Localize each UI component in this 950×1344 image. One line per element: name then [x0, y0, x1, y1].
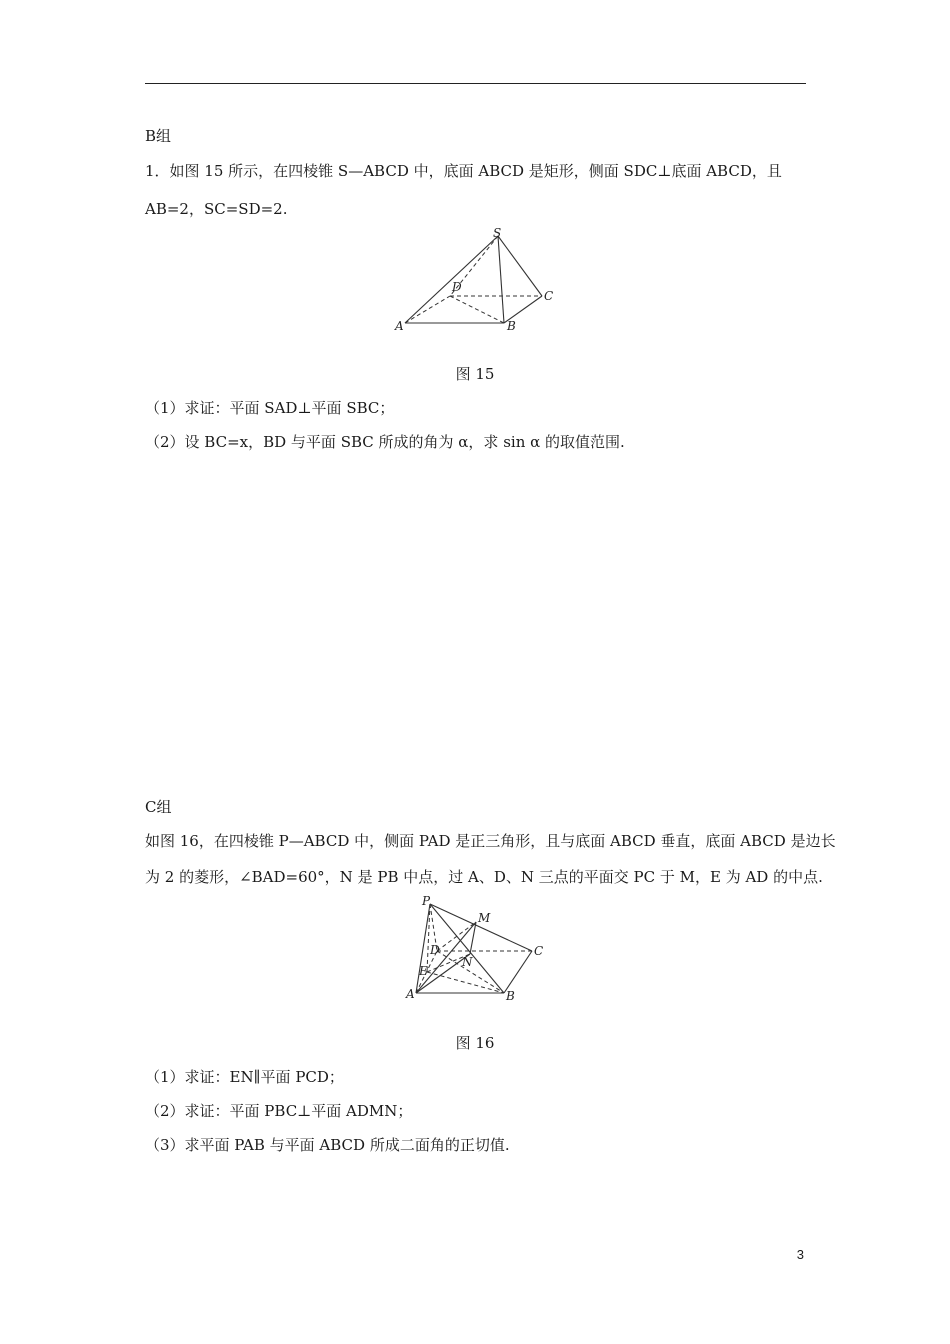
edge-nm	[470, 922, 476, 954]
page-number: 3	[796, 1247, 804, 1262]
label-s: S	[493, 226, 502, 240]
problem-c-line1: 如图 16，在四棱锥 P—ABCD 中，侧面 PAD 是正三角形，且与底面 ABCD 垂直，底面 ABCD 是边长	[145, 832, 836, 850]
edge-sb	[498, 236, 504, 323]
label-a: A	[406, 987, 415, 1001]
section-c-heading: C组	[145, 798, 172, 816]
edge-pb	[430, 904, 504, 993]
problem-b-line2: AB=2，SC=SD=2.	[145, 200, 288, 218]
label-b: B	[506, 989, 515, 1003]
figure-15-caption: 图 15	[455, 365, 495, 383]
edge-bc	[504, 951, 532, 993]
question-c2: （2）求证：平面 PBC⊥平面 ADMN；	[145, 1102, 413, 1120]
label-d: D	[430, 943, 440, 957]
label-b: B	[507, 319, 516, 333]
figure-15-edges	[405, 236, 542, 323]
problem-b-line1: 1．如图 15 所示，在四棱锥 S—ABCD 中，底面 ABCD 是矩形，侧面 SDC⊥底面 ABCD，且	[145, 162, 782, 180]
edge-dm	[437, 922, 476, 951]
section-b-heading: B组	[145, 127, 172, 145]
label-p: P	[422, 894, 431, 908]
edge-db	[450, 296, 504, 323]
label-m: M	[478, 911, 491, 925]
label-n: N	[462, 955, 473, 969]
question-b2: （2）设 BC=x，BD 与平面 SBC 所成的角为 α，求 sin α 的取值范围.	[145, 433, 625, 451]
question-b1: （1）求证：平面 SAD⊥平面 SBC；	[145, 399, 395, 417]
label-a: A	[395, 319, 404, 333]
figure-16-caption: 图 16	[455, 1034, 495, 1052]
question-c3: （3）求平面 PAB 与平面 ABCD 所成二面角的正切值.	[145, 1136, 510, 1154]
edge-sc	[498, 236, 542, 296]
label-d: D	[452, 280, 462, 294]
label-c: C	[544, 289, 554, 303]
figure-15-pyramid	[390, 226, 570, 336]
edge-ad	[405, 296, 450, 323]
label-c: C	[534, 944, 544, 958]
question-c1: （1）求证：EN∥平面 PCD；	[145, 1068, 344, 1086]
problem-c-line2: 为 2 的菱形，∠BAD=60°，N 是 PB 中点，过 A、D、N 三点的平面交 PC 于 M，E 为 AD 的中点.	[145, 868, 823, 886]
edge-eb	[427, 972, 504, 993]
header-rule	[145, 83, 806, 84]
label-e: E	[419, 964, 428, 978]
figure-16-pyramid	[400, 896, 560, 1006]
